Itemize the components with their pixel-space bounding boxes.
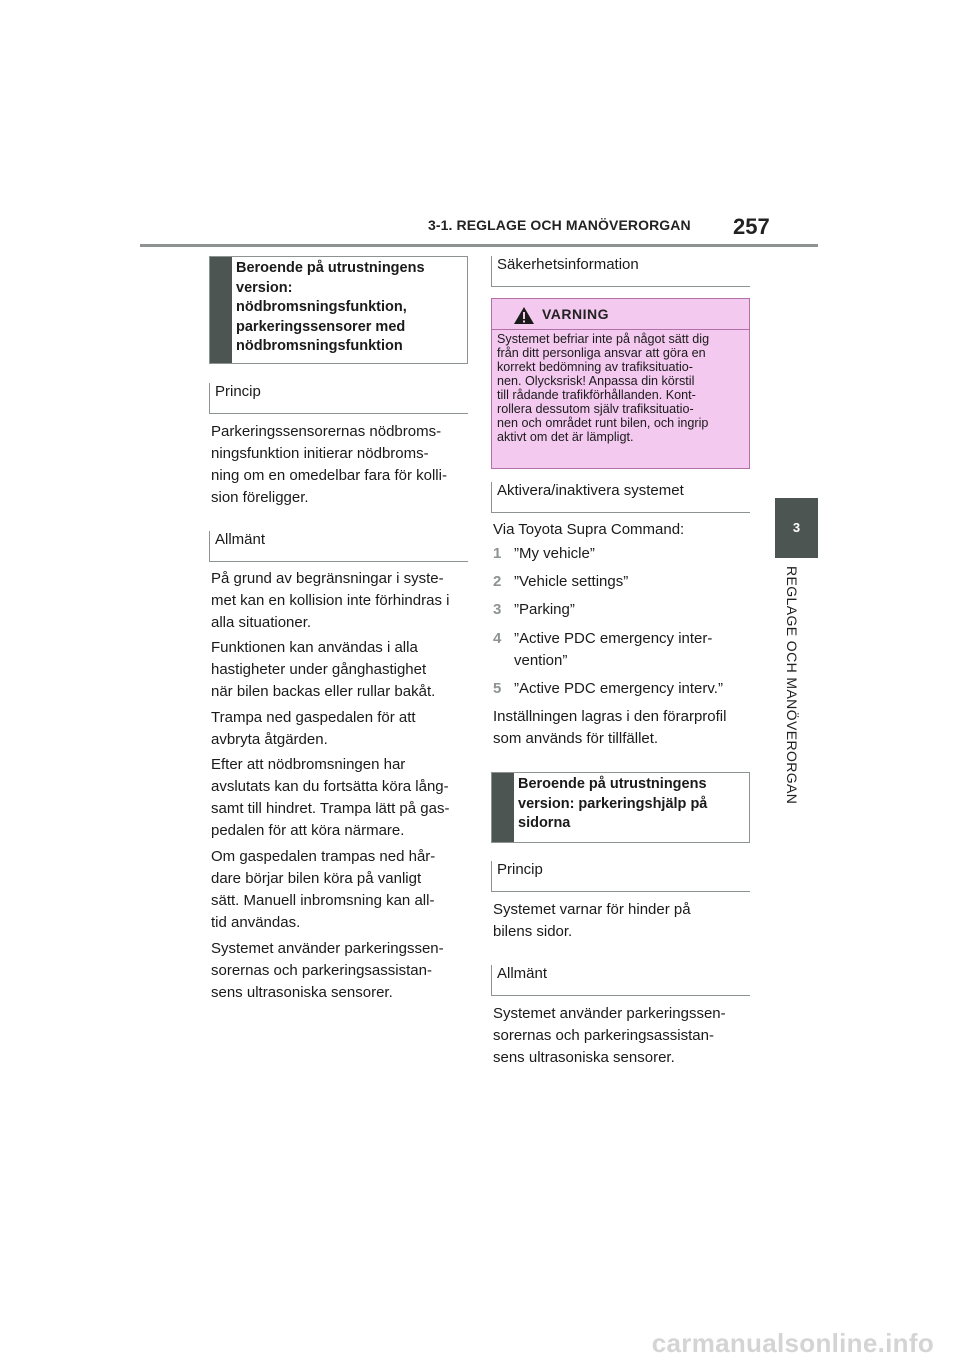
side-parking-heading: Beroende på utrustningens version: parkeringshjälp på sidorna	[518, 776, 708, 831]
heading-bar	[492, 773, 514, 842]
warning-text: Systemet befriar inte på något sätt dig från ditt personliga ansvar att göra en korrekt bedömning av trafiksituatio- nen. Olycksrisk! Anpassa din körstil till rådande trafikförhållanden. Kont- rollera dessutom själv trafiksituatio- nen och området runt bilen, och ingrip aktivt om det är lämpligt.	[497, 332, 710, 444]
header-rule	[140, 244, 818, 247]
equipment-heading: Beroende på utrustningens version: nödbromsningsfunktion, parkeringssensorer med nödbromsningsfunktion	[236, 260, 425, 354]
paragraph-sensors-right: Systemet använder parkeringssen- sorernas och parkeringsassistan- sens ultrasoniska sensorer.	[493, 1005, 726, 1066]
chapter-label: REGLAGE OCH MANÖVERORGAN	[784, 566, 800, 805]
warning-triangle-icon	[513, 306, 535, 325]
step-text: ”Vehicle settings”	[514, 573, 629, 590]
step-text: ”Parking”	[514, 601, 575, 618]
allmant-heading-left: Allmänt	[209, 531, 468, 562]
step-number: 3	[493, 601, 502, 618]
paragraph-abort: Trampa ned gaspedalen för att avbryta åtgärden.	[211, 709, 416, 748]
safety-heading: Säkerhetsinformation	[491, 256, 750, 287]
princip-heading-left: Princip	[209, 383, 468, 414]
side-parking-heading-box	[491, 772, 750, 843]
command-intro: Via Toyota Supra Command:	[493, 521, 685, 538]
warning-box	[491, 298, 750, 469]
paragraph-sensors-left: Systemet använder parkeringssen- sorernas och parkeringsassistan- sens ultrasoniska sensorer.	[211, 940, 444, 1001]
profile-paragraph: Inställningen lagras i den förarprofil som används för tillfället.	[493, 708, 727, 747]
step-text: ”Active PDC emergency interv.”	[514, 680, 723, 697]
page-number: 257	[733, 214, 770, 239]
paragraph-limitations: På grund av begränsningar i syste- met kan en kollision inte förhindras i alla situationer.	[211, 570, 450, 631]
warning-title: VARNING	[542, 306, 610, 322]
step-text: ”Active PDC emergency inter- vention”	[514, 630, 713, 669]
chapter-tab: 3	[775, 498, 818, 558]
activate-heading: Aktivera/inaktivera systemet	[491, 482, 750, 513]
paragraph-after-braking: Efter att nödbromsningen har avslutats kan du fortsätta köra lång- samt till hindret. Trampa lätt på gas- pedalen för att köra närmare.	[211, 756, 450, 839]
equipment-heading-box	[209, 256, 468, 364]
allmant-heading-right: Allmänt	[491, 965, 750, 996]
step-number: 4	[493, 630, 502, 647]
paragraph-speed: Funktionen kan användas i alla hastigheter under gånghastighet när bilen backas eller rullar bakåt.	[211, 639, 436, 700]
princip-paragraph-right: Systemet varnar för hinder på bilens sidor.	[493, 901, 691, 940]
paragraph-accelerator: Om gaspedalen trampas ned hår- dare börjar bilen köra på vanligt sätt. Manuell inbromsning kan all- tid användas.	[211, 848, 436, 931]
princip-heading-right: Princip	[491, 861, 750, 892]
section-title: 3-1. REGLAGE OCH MANÖVERORGAN	[428, 217, 691, 233]
princip-paragraph-left: Parkeringssensorernas nödbroms- ningsfunktion initierar nödbroms- ning om en omedelbar fara för kolli- sion föreligger.	[211, 423, 447, 506]
heading-bar	[210, 257, 232, 363]
step-text: ”My vehicle”	[514, 545, 595, 562]
warning-header	[492, 299, 749, 330]
step-number: 5	[493, 680, 502, 697]
watermark: carmanualsonline.info	[651, 1328, 934, 1358]
step-number: 2	[493, 573, 502, 590]
step-number: 1	[493, 545, 502, 562]
